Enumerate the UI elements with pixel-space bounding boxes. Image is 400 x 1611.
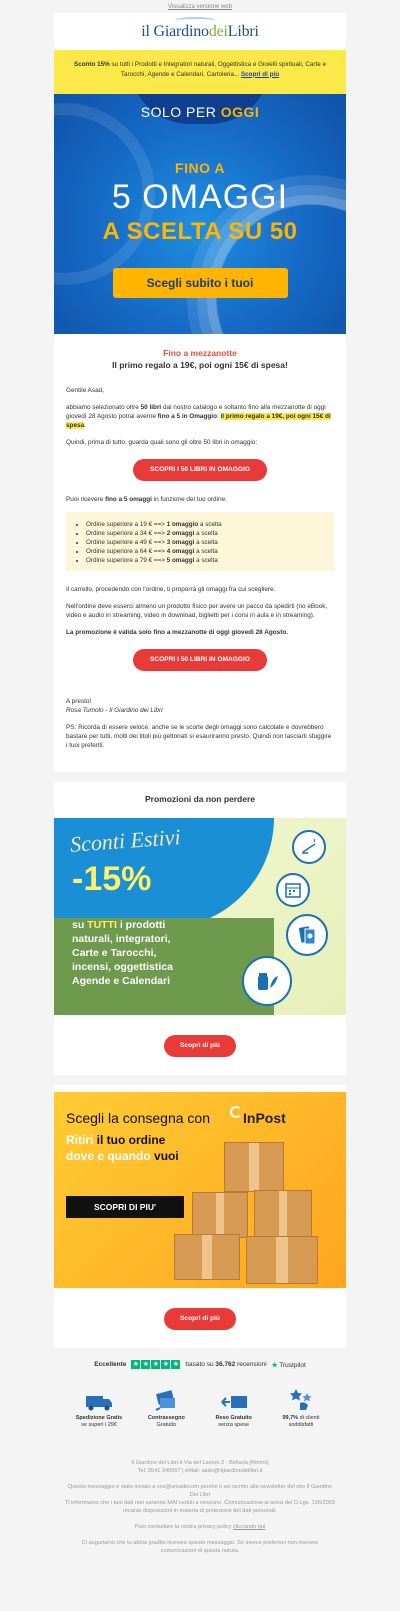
parcel-box (174, 1234, 240, 1280)
signature: Rosa Tumolo - Il Giardino dei Libri (66, 707, 163, 714)
hero-five-gifts: 5 OMAGGI (111, 178, 289, 216)
list-item: • Ordine superiore a 34 € ==> 2 omaggi a scelta (86, 529, 322, 538)
cash-icon (135, 1389, 197, 1411)
incense-icon (292, 830, 326, 864)
return-icon (203, 1389, 265, 1411)
list-item: • Ordine superiore a 49 € ==> 3 omaggi a scelta (86, 538, 322, 547)
footer-sent: Questo messaggio è stato inviato a xxx@ureadecom perché ti sei iscritto alla newsletter del sito Il Giardino Dei Libri (67, 1484, 333, 1498)
tarot-cards-icon (286, 914, 328, 956)
logo[interactable]: il GiardinodeiLibri (141, 23, 259, 41)
inpost-banner[interactable] (54, 1092, 346, 1288)
paragraph-carrello: Il carrello, procedendo con l'ordine, ti proporrà gli omaggi fra cui scegliere. (66, 586, 276, 593)
inpost-section (54, 1085, 346, 1348)
footer-address: Il Giardino dei Libri.it Via del Lavoro 2 - Bellaria (Rimini) (131, 1460, 269, 1466)
paragraph-intro: abbiamo selezionato oltre 50 libri dal nostro catalogo e soltanto fino alla mezzanotte di oggi giovedì 28 Agosto potrai averne fino a 5 in Omaggio: il primo regalo a 19€, poi ogni 15€ di spesa. (66, 404, 331, 429)
usp-item: Reso Gratuito senza spese (203, 1389, 265, 1429)
promotions-section (54, 782, 346, 1075)
hero-solo-per-oggi: SOLO PER OGGI (140, 104, 260, 120)
postscript: PS: Ricorda di essere veloce: anche se le scorte degli omaggi sono calcolate e dovrebbero bastare per tutti, molti dei titoli più gettonati si esauriranno presto. Quindi non lasciarti sfuggire i tuoi preferiti. (66, 724, 332, 749)
headline-black: Il primo regalo a 19€, poi ogni 15€ di spesa! (112, 360, 288, 370)
truck-icon (68, 1389, 130, 1411)
parcel-box (254, 1190, 312, 1238)
offers-list (66, 512, 334, 571)
discover-books-button[interactable]: SCOPRI I 50 LIBRI IN OMAGGIO (133, 459, 267, 481)
paragraph-ordine: Nell'ordine deve esserci almeno un prodotto fisico per avere un pacco da spedirti (no eBook, video e audio in streaming, video in download, biglietti per i corsi in aula e in streaming). (66, 603, 328, 619)
footer-unsubscribe: Ci auguriamo che tu abbia gradito ricevere questo messaggio. Se invece preferisci non ricevere comunicazioni di questa natura, (81, 1540, 319, 1554)
main-content (54, 334, 346, 772)
stars-icon (270, 1389, 332, 1411)
hero-banner[interactable] (54, 94, 346, 334)
inpost-logo-icon (230, 1106, 242, 1118)
inpost-subtitle: Ritiri il tuo ordine dove e quando vuoi (66, 1133, 179, 1163)
star-icon: ★ (152, 1361, 160, 1368)
footer (54, 1443, 346, 1583)
list-item: • Ordine superiore a 64 € ==> 4 omaggi a scelta (86, 547, 322, 556)
trustpilot-bar[interactable] (54, 1348, 346, 1379)
discover-books-button[interactable]: SCOPRI I 50 LIBRI IN OMAGGIO (133, 649, 267, 671)
supplements-icon (242, 956, 292, 1006)
banner-discount: -15% (72, 860, 152, 898)
inpost-title: Scegli la consegna con (66, 1110, 210, 1126)
paragraph-omaggi: Puoi ricevere fino a 5 omaggi in funzione del tuo ordine: (66, 496, 227, 503)
highlight: il primo regalo a 19€, poi ogni 15€ di spesa (66, 413, 331, 429)
trust-stars (131, 1360, 180, 1369)
footer-contacts[interactable]: Tel: 0541 340567 | eMail: aiuto@ilgiardinodeilibri.it (137, 1468, 263, 1474)
discover-more-button[interactable]: Scopri di più (164, 1035, 236, 1057)
parcel-box (246, 1236, 318, 1284)
star-icon: ★ (132, 1361, 140, 1368)
paragraph-guarda: Quindi, prima di tutto, guarda quali sono gli oltre 50 libri in omaggio: (66, 439, 258, 446)
promo-bar (54, 50, 346, 94)
inpost-cta-button[interactable]: SCOPRI DI PIU' (66, 1196, 184, 1218)
banner-text: su TUTTI i prodotti naturali, integratori, Carte e Tarocchi, incensi, oggettistica Agende e Calendari (72, 919, 173, 987)
trust-label: Eccellente (94, 1361, 127, 1368)
trust-text: basato su 36.762 recensioni (185, 1361, 267, 1368)
view-web-link[interactable]: Visualizza versione web (168, 4, 232, 10)
section-title: Promozioni da non perdere (144, 794, 256, 804)
calendar-icon (276, 873, 310, 907)
greeting: Gentile Asad, (66, 387, 105, 394)
header (54, 13, 346, 50)
hero-cta-button[interactable]: Scegli subito i tuoi (113, 268, 288, 298)
parcel-box (192, 1192, 248, 1238)
usp-row (54, 1379, 346, 1443)
star-icon: ★ (142, 1361, 150, 1368)
banner-script-title: Sconti Estivi (69, 824, 182, 857)
promo-discount: Sconto 15% (74, 61, 110, 68)
list-item: • Ordine superiore a 19 € ==> 1 omaggio a scelta (86, 520, 322, 529)
hero-scelta: A SCELTA SU 50 (102, 218, 298, 245)
footer-privacy: Ti informiamo che i tuoi dati non saranno MAI ceduti a nessuno. Comunicazione ai sensi del D.Lgs. 196/2003 recante disposizioni in materia di protezione dei dati personali. (65, 1500, 335, 1514)
trustpilot-logo: ★ Trustpilot (271, 1361, 306, 1369)
parcel-box (224, 1142, 284, 1192)
headline-red: Fino a mezzanotte (163, 348, 237, 358)
hero-fino-a: FINO A (175, 160, 225, 176)
summer-sale-banner[interactable] (54, 818, 346, 1015)
discover-more-button[interactable]: Scopri di più (164, 1308, 236, 1330)
star-icon: ★ (162, 1361, 170, 1368)
signoff: A presto! Rosa Tumolo - Il Giardino dei Libri (66, 698, 163, 714)
promo-text: su tutti i Prodotti e Integratori naturali, Oggettistica e Gioielli spirituali, Carte e Tarocchi, Agende e Calendari, Cartoleria... (109, 61, 326, 78)
usp-item: 99,7% di clienti soddisfatti (270, 1389, 332, 1429)
paragraph-validity: La promozione è valida solo fino a mezzanotte di oggi giovedì 28 Agosto. (66, 629, 289, 636)
usp-item: Contrassegno Gratuito (135, 1389, 197, 1429)
usp-item: Spedizione Gratis se superi i 29€ (68, 1389, 130, 1429)
footer-policy: Puoi consultare la nostra privacy policy cliccando qui (134, 1524, 266, 1530)
list-item: • Ordine superiore a 79 € ==> 5 omaggi a scelta (86, 556, 322, 565)
promo-link[interactable]: Scopri di più (240, 70, 280, 78)
email-container (54, 0, 346, 1583)
logo-swirl-icon (175, 17, 215, 24)
star-icon: ★ (172, 1361, 180, 1368)
privacy-link[interactable]: cliccando qui (232, 1524, 266, 1530)
inpost-brand: InPost (243, 1110, 286, 1126)
